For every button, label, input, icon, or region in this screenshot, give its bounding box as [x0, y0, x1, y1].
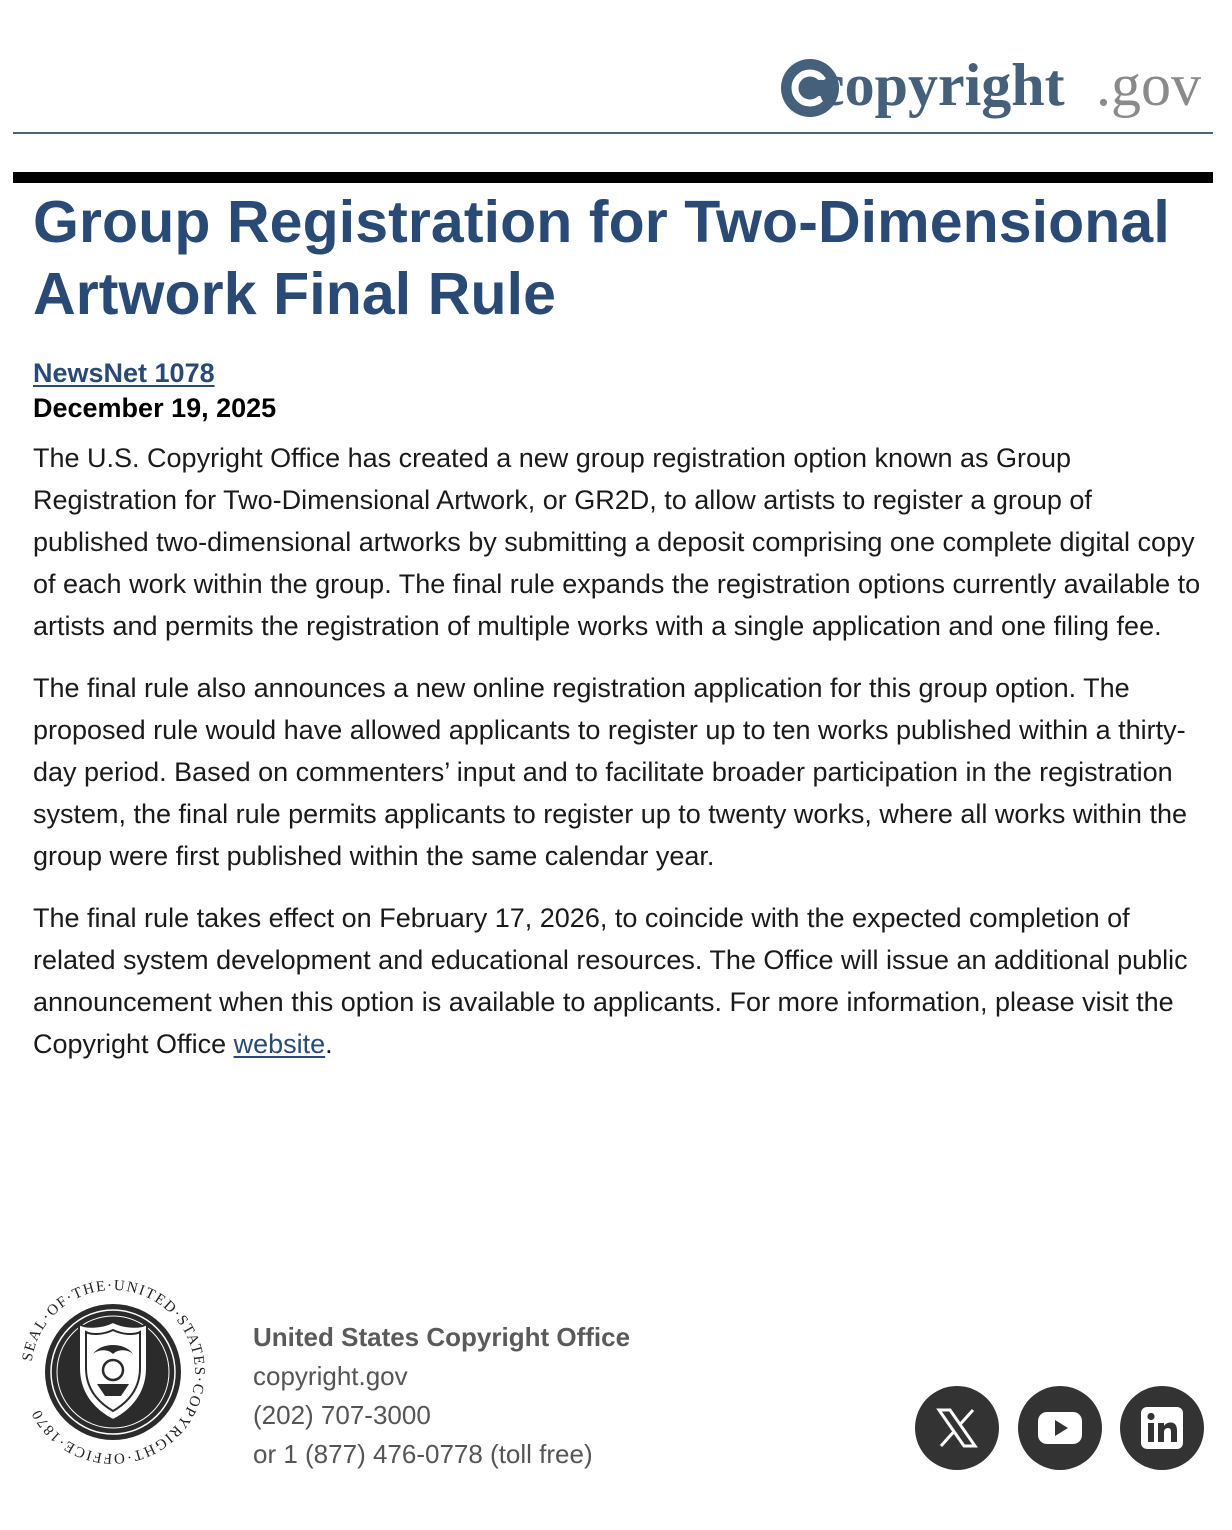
header-divider: [13, 132, 1213, 134]
footer-toll-free: or 1 (877) 476-0778 (toll free): [253, 1439, 593, 1469]
paragraph-2: The final rule also announces a new online registration application for this group option. The proposed rule would have allowed applicants to register up to ten works published within a thirty-day period. Based on commenters’ input and to facilitate broader participation in the registration system, the final rule permits applicants to register up to twenty works, where all works within the group were first published within the same calendar year.: [33, 673, 1187, 871]
newsnet-link[interactable]: NewsNet 1078: [33, 358, 215, 388]
paragraph-3-end: .: [325, 1029, 333, 1059]
logo-wordmark: copyright: [818, 52, 1065, 118]
footer-phone: (202) 707-3000: [253, 1400, 431, 1430]
linkedin-social-button[interactable]: [1120, 1386, 1204, 1470]
youtube-icon: [1036, 1410, 1084, 1446]
footer-org-name: United States Copyright Office: [253, 1322, 631, 1352]
title-rule: [13, 172, 1213, 183]
header: [0, 0, 1232, 140]
article-date: December 19, 2025: [33, 393, 277, 423]
footer-contact: [253, 1318, 630, 1474]
seal-ring-text: SEAL·OF·THE·UNITED·STATES·COPYRIGHT·OFFICE·1870: [19, 1277, 208, 1467]
article: [33, 186, 1203, 1065]
footer-website-link[interactable]: [253, 1361, 408, 1391]
website-link[interactable]: website: [233, 1029, 326, 1059]
article-title: Group Registration for Two-Dimensional Artwork Final Rule: [33, 189, 1170, 327]
paragraph-3: [33, 897, 1203, 1065]
footer-website: copyright.gov: [253, 1361, 408, 1391]
x-social-button[interactable]: [915, 1386, 999, 1470]
copyright-logo-graphic: [780, 50, 1210, 126]
linkedin-icon: [1139, 1405, 1185, 1451]
logo-suffix: .gov: [1096, 52, 1201, 118]
x-icon: [935, 1406, 979, 1450]
copyright-office-seal: [13, 1272, 213, 1472]
paragraph-3-text: The final rule takes effect on February 17, 2026, to coincide with the expected completion of related system development and educational resources. The Office will issue an additional public announcement when this option is available to applicants. For more information, please visit the Copyright Office: [33, 903, 1188, 1059]
paragraph-1: The U.S. Copyright Office has created a new group registration option known as Group Registration for Two-Dimensional Artwork, or GR2D, to allow artists to register a group of published two-dimensional artworks by submitting a deposit comprising one complete digital copy of each work within the group. The final rule expands the registration options currently available to artists and permits the registration of multiple works with a single application and one filing fee.: [33, 443, 1201, 641]
copyright-gov-logo[interactable]: [780, 50, 1210, 126]
youtube-social-button[interactable]: [1018, 1386, 1102, 1470]
